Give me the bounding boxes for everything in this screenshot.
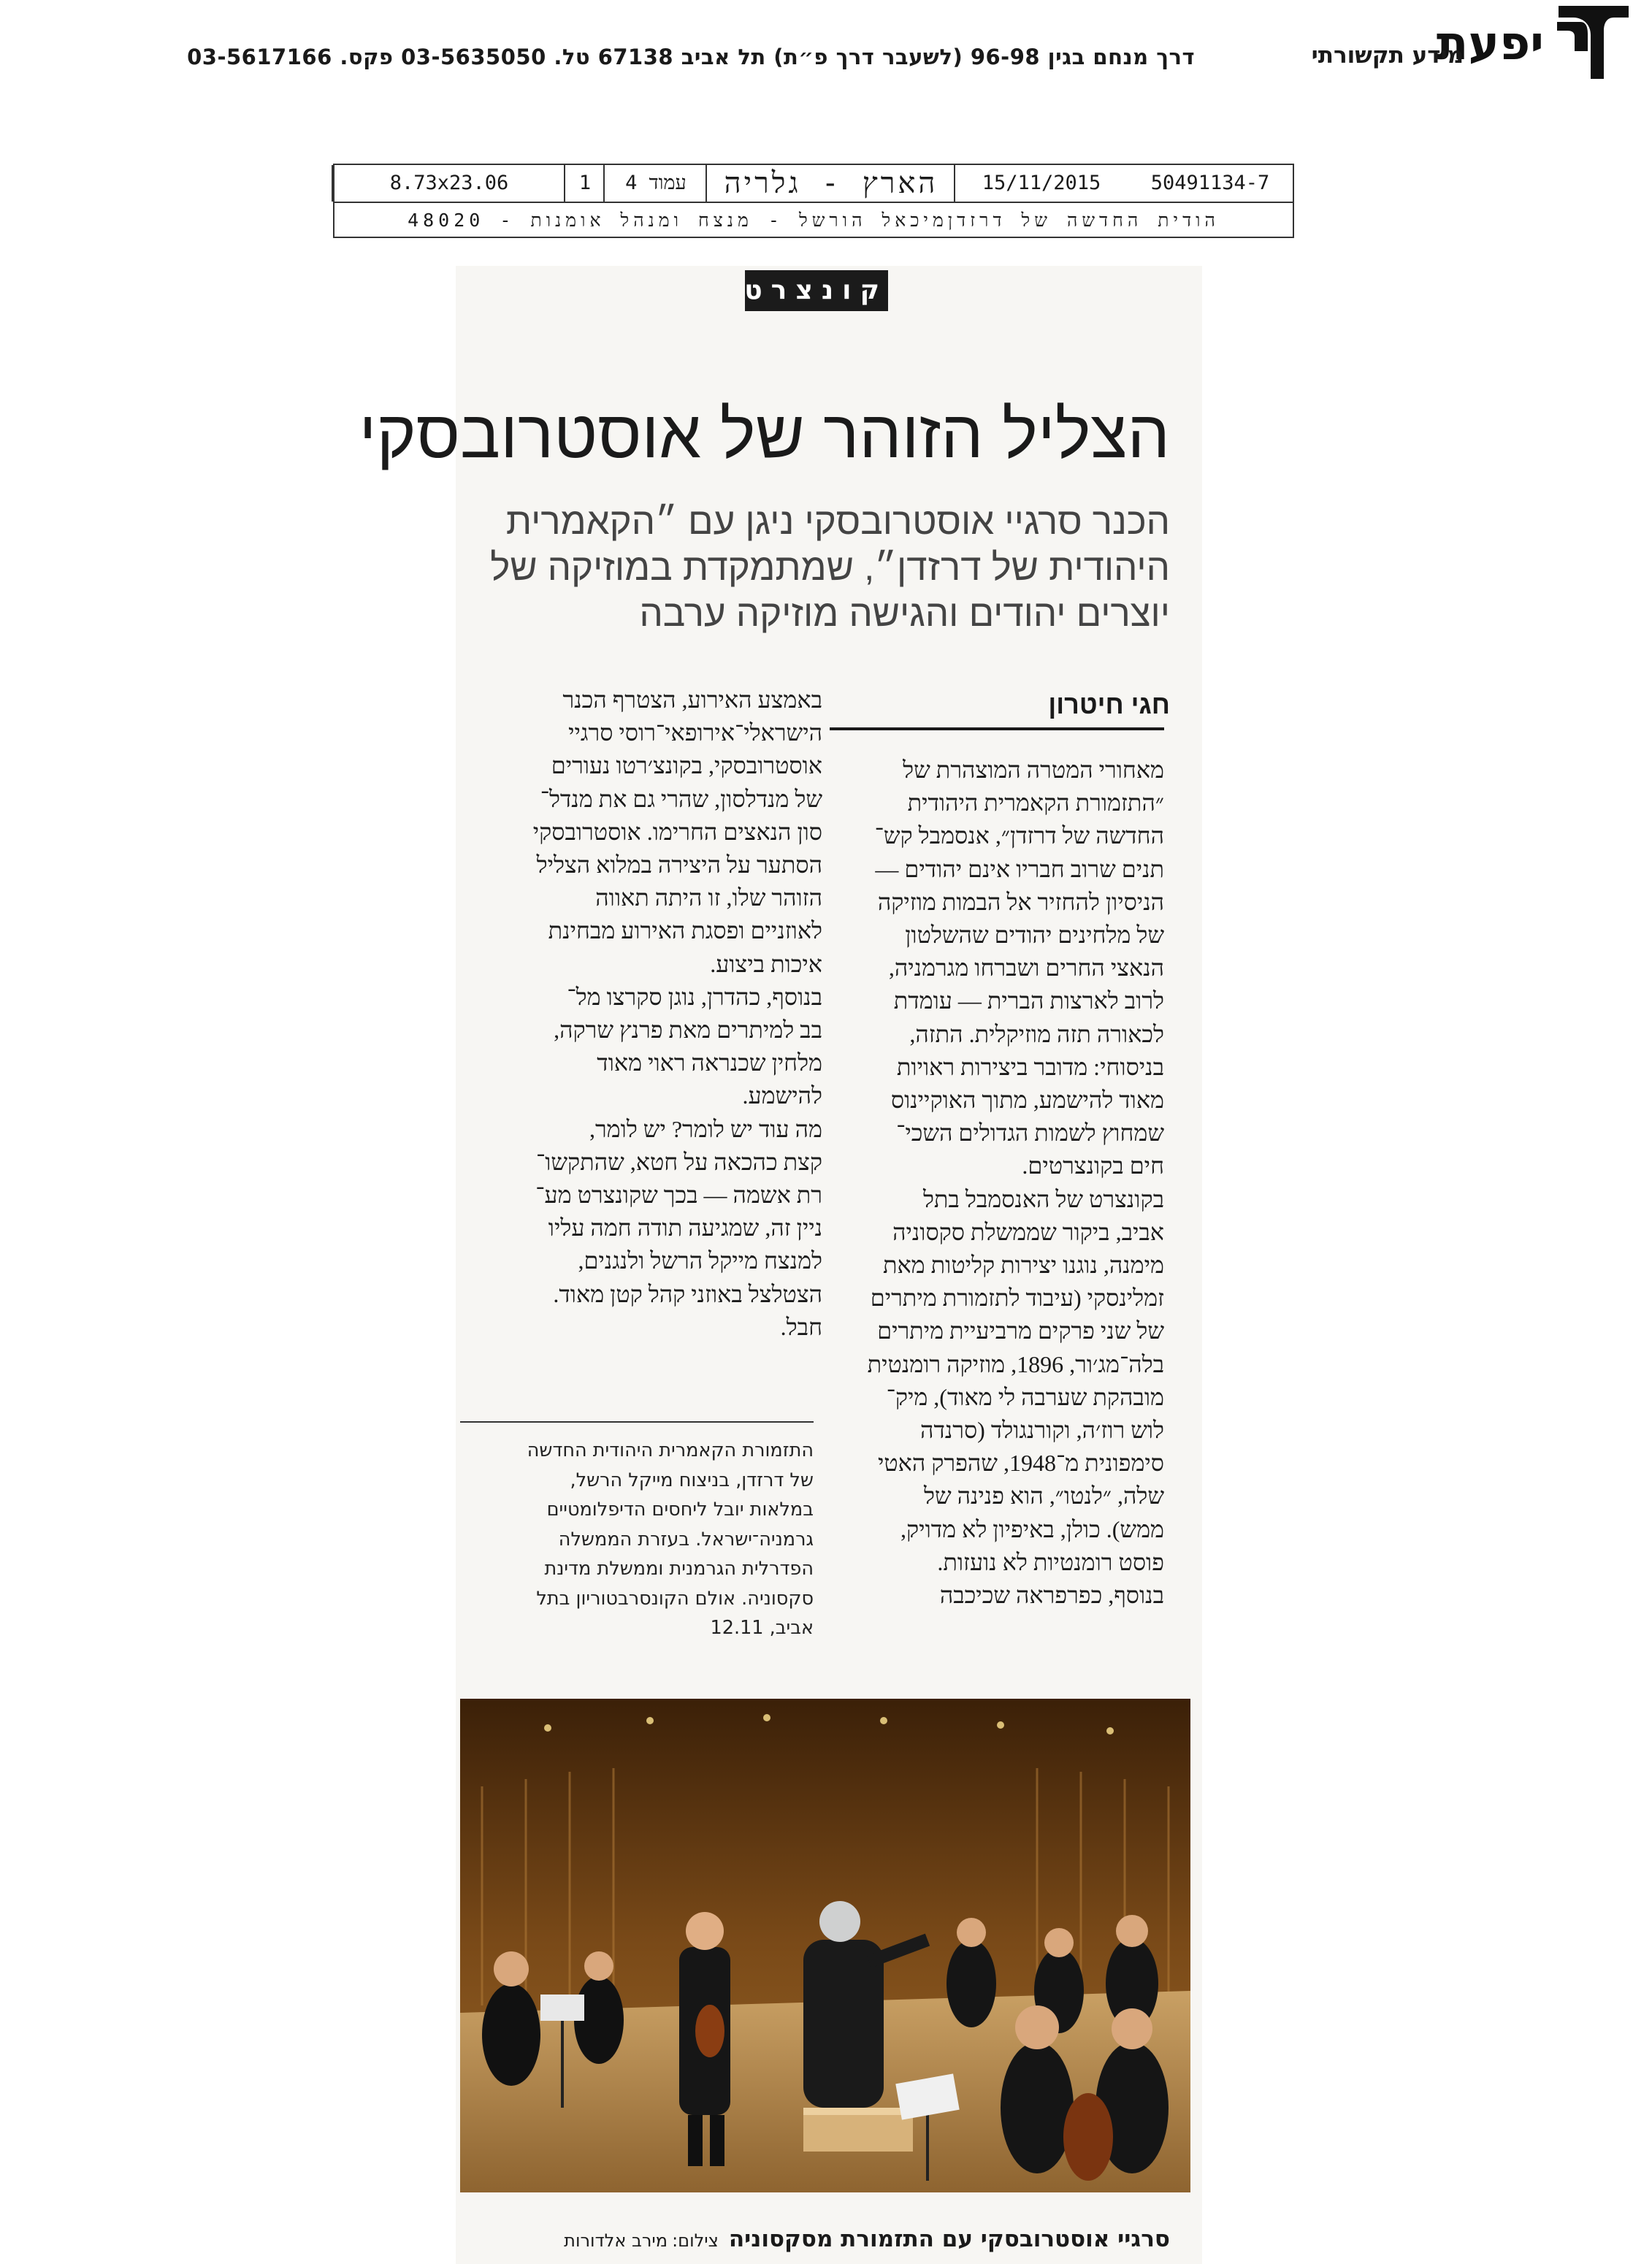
body-line: מה עוד יש לומר? יש לומר, — [589, 1115, 822, 1142]
body-line: איכות ביצוע. — [710, 950, 822, 977]
photo-credit: מירב אלדורות — [564, 2230, 668, 2251]
body-line: רת אשמה — בכך שקונצרט מע־ — [535, 1182, 822, 1209]
clipping-page: עמוד 4 — [603, 165, 707, 202]
body-line: הסתער על היצירה במלוא הצליל — [536, 852, 822, 879]
author-name: חגי חיטרון — [1048, 689, 1170, 719]
body-line: לרוב לארצות הברית — עומדת — [893, 987, 1164, 1014]
concert-photo — [460, 1699, 1190, 2192]
body-line: בנוסף, כהדרן, נוגן סקרצו מל־ — [567, 983, 822, 1010]
body-line: אוסטרובסקי, בקונצ׳רטו נעורים — [551, 752, 822, 779]
subheadline-line: היהודית של דרזדן״, שמתמקדת במוזיקה של — [490, 546, 1170, 588]
body-line: מלחין שכנראה ראוי מאוד — [597, 1049, 822, 1076]
subheadline-line: הכנר סרגיי אוסטרובסקי ניגן עם ״הקאמרית — [505, 500, 1170, 542]
caption-rule — [460, 1421, 814, 1423]
body-line: ממש). כולן, באיפיון לא מדויק, — [900, 1515, 1164, 1542]
contact-line: דרך מנחם בגין 96-98 (לשעבר דרך פ״ת) תל אביב 67138 טל. 03-5635050 פקס. 03-5617166 — [187, 45, 1195, 69]
concert-photo-illustration — [460, 1699, 1190, 2192]
author-rule — [830, 727, 1164, 730]
body-line: מובהקת שערבה לי מאוד), מיק־ — [886, 1383, 1164, 1410]
body-line: בניסוחי: מדובר ביצירות ראויות — [896, 1053, 1164, 1080]
body-line: בלה־מג׳ור, 1896, מוזיקה רומנטית — [867, 1350, 1164, 1377]
body-line: סון הנאצים החרימו. אוסטרובסקי — [532, 818, 822, 845]
body-line: אביב, ביקור שממשלת סקסוניה — [892, 1218, 1164, 1245]
clipping-size: 8.73x23.06 — [332, 165, 565, 202]
body-line: שמחוץ לשמות הגדולים השכי־ — [896, 1120, 1164, 1147]
body-line: הניסיון להחזיר אל הבמות מוזיקה — [877, 888, 1164, 915]
photo-caption — [564, 2223, 1170, 2255]
clipping-number: 1 — [564, 165, 605, 202]
body-line: קצת כהכאה על חטא, שהתקשו־ — [535, 1148, 822, 1175]
body-line: לכאורה תזה מוזיקלית. התזה, — [909, 1020, 1164, 1047]
body-line: ניין זה, שמגיעה תודה חמה עליו — [548, 1215, 822, 1242]
section-tag: קונצרט — [745, 270, 888, 311]
body-line: הצטלצל באוזני קהל קטן מאוד. — [553, 1280, 822, 1307]
body-line: חבל. — [780, 1313, 822, 1340]
event-info-line: הפדרלית הגרמנית וממשלת מדינת — [544, 1558, 814, 1580]
article-headline: הצליל הזוהר של אוסטרובסקי — [359, 397, 1170, 472]
body-line: לאוזניים ופסגת האירוע מבחינת — [548, 917, 822, 944]
body-line: באמצע האירוע, הצטרף הכנר — [562, 687, 822, 713]
body-line: מימנה, נוגנו יצירות קליטות מאת — [882, 1252, 1164, 1279]
clipping-info-row — [334, 165, 1293, 203]
body-line: שלה, ״לנטו״, הוא פנינה של — [923, 1483, 1164, 1510]
event-info-box — [460, 1436, 814, 1643]
clipping-info-table — [333, 164, 1294, 238]
body-column-left — [472, 684, 822, 1344]
body-line: בקונצרט של האנסמבל בתל — [922, 1185, 1164, 1212]
event-info-line: של דרזדן, בניצוח מייקל הרשל, — [570, 1469, 814, 1491]
body-column-right — [821, 754, 1164, 1612]
body-line: של שני פרקים מרביעיית מיתרים — [877, 1318, 1164, 1345]
yifat-logo-icon — [1553, 3, 1634, 82]
body-line: הזוהר שלו, זו היתה תאווה — [595, 884, 822, 911]
body-line: בנוסף, כפרפראה שכיכבה — [939, 1582, 1164, 1609]
body-line: פוסט רומנטיות לא נועזות. — [937, 1548, 1164, 1575]
clipping-source: הארץ - גלריה — [705, 165, 955, 202]
body-line: זמלינסקי (עיבוד לתזמורת מיתרים — [870, 1285, 1164, 1312]
logo-word: יפעת — [1436, 17, 1544, 71]
subheadline-line: יוצרים יהודים והגישה מוזיקה ערבה — [639, 592, 1170, 634]
body-line: להישמע. — [742, 1082, 822, 1109]
body-line: של מנדלסון, שהרי גם את מנדל־ — [540, 785, 822, 812]
body-line: הישראלי־אירופאי־רוסי סרגיי — [568, 719, 822, 746]
body-line: מאוד להישמע, מתוך האוקיינוס — [890, 1087, 1164, 1114]
body-line: של מלחינים יהודים שהשלטון — [905, 922, 1164, 949]
body-line: סימפונית מ־1948, שהפרק האטי — [877, 1450, 1164, 1477]
event-info-line: התזמורת הקאמרית היהודית החדשה — [527, 1439, 814, 1461]
body-line: למנצח מייקל הרשל ולנגנים, — [578, 1247, 822, 1274]
clipping-date: 15/11/2015 — [954, 165, 1128, 202]
body-line: הנאצי החרים ושברחו מגרמניה, — [888, 955, 1164, 982]
clipping-subject: הודית החדשה של דרזדןמיכאל הורשל - מנצח ומנהל אומנות - 48020 — [408, 210, 1220, 231]
body-line: ״התזמורת הקאמרית היהודית — [907, 789, 1164, 817]
body-line: בב למיתרים מאת פרנץ שרקה, — [554, 1017, 822, 1044]
logo-tagline: מידע תקשורתי — [1311, 42, 1464, 69]
event-info-line: אביב, 12.11 — [710, 1617, 814, 1639]
body-line: מאחורי המטרה המוצהרת של — [903, 757, 1164, 783]
clipping-code: 50491134-7 — [1150, 172, 1270, 194]
photo-caption-text: סרגיי אוסטרובסקי עם התזמורת מסקסוניה — [728, 2226, 1170, 2252]
event-info-line: גרמניה־ישראל. בעזרת הממשלה — [558, 1528, 814, 1550]
body-line: לוש רוז׳ה, וקורנגולד (סרנדה — [920, 1417, 1164, 1444]
photo-credit-label: צילום: — [672, 2230, 719, 2251]
event-info-line: סקסוניה. אולם הקונסרבטוריון בתל — [536, 1587, 814, 1610]
yifat-logo — [1311, 3, 1634, 85]
body-line: חים בקונצרטים. — [1022, 1152, 1164, 1179]
body-line: החדשה של דרזדן״, אנסמבל קש־ — [874, 822, 1164, 849]
body-line: תנים שרוב חבריו אינם יהודים — — [875, 855, 1164, 882]
article-subheadline — [440, 498, 1170, 636]
event-info-line: במלאות יובל ליחסים הדיפלומטיים — [546, 1499, 814, 1521]
